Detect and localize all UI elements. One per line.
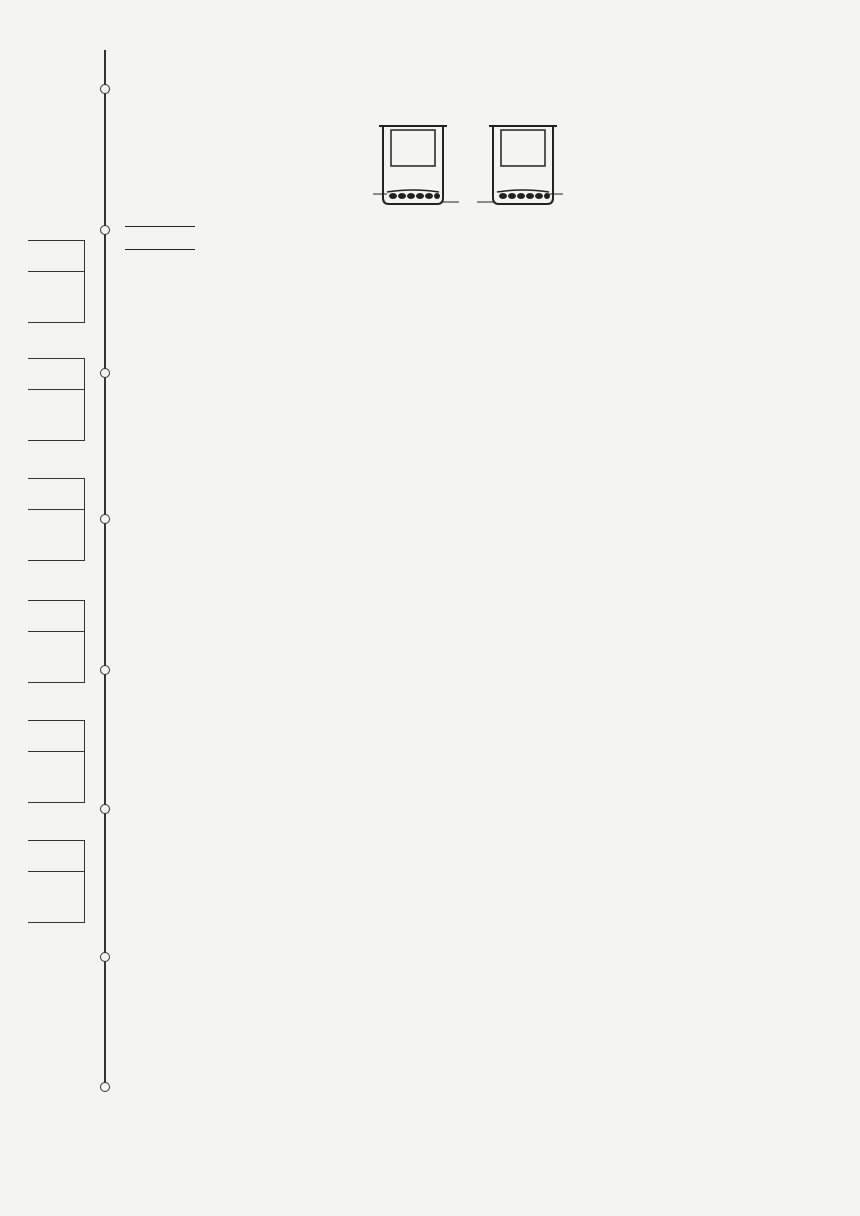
field-label (28, 359, 84, 390)
question-stem (125, 212, 815, 235)
answer-blank (125, 212, 195, 227)
binding-hole (100, 84, 110, 94)
binding-hole (100, 804, 110, 814)
field-seat-number (28, 840, 85, 923)
question-6 (125, 235, 815, 258)
exam-content (125, 100, 815, 257)
binding-line (104, 50, 106, 1090)
binding-hole (100, 225, 110, 235)
field-label (28, 721, 84, 752)
field-value[interactable] (28, 390, 84, 440)
field-label (28, 841, 84, 872)
beaker-right (489, 126, 563, 204)
field-label (28, 479, 84, 510)
seeds-right (499, 193, 550, 199)
binding-hole (100, 1082, 110, 1092)
seed-germination-figure (125, 122, 815, 210)
field-value[interactable] (28, 752, 84, 802)
question-stem (125, 235, 815, 258)
question-2 (125, 212, 815, 235)
question-1 (125, 122, 815, 212)
binding-hole (100, 952, 110, 962)
binding-strip (0, 0, 120, 1216)
field-value[interactable] (28, 632, 84, 682)
beakers-diagram (125, 122, 815, 210)
binding-hole (100, 368, 110, 378)
field-value[interactable] (28, 872, 84, 922)
field-label (28, 601, 84, 632)
field-label (28, 241, 84, 272)
field-value[interactable] (28, 272, 84, 322)
binding-hole (100, 514, 110, 524)
field-district (28, 240, 85, 323)
field-school (28, 358, 85, 441)
answer-blank (125, 235, 195, 250)
binding-hole (100, 665, 110, 675)
field-name (28, 478, 85, 561)
field-exam-room (28, 720, 85, 803)
seeds-left (389, 193, 440, 199)
beaker-left (373, 126, 447, 204)
field-grade (28, 600, 85, 683)
field-value[interactable] (28, 510, 84, 560)
